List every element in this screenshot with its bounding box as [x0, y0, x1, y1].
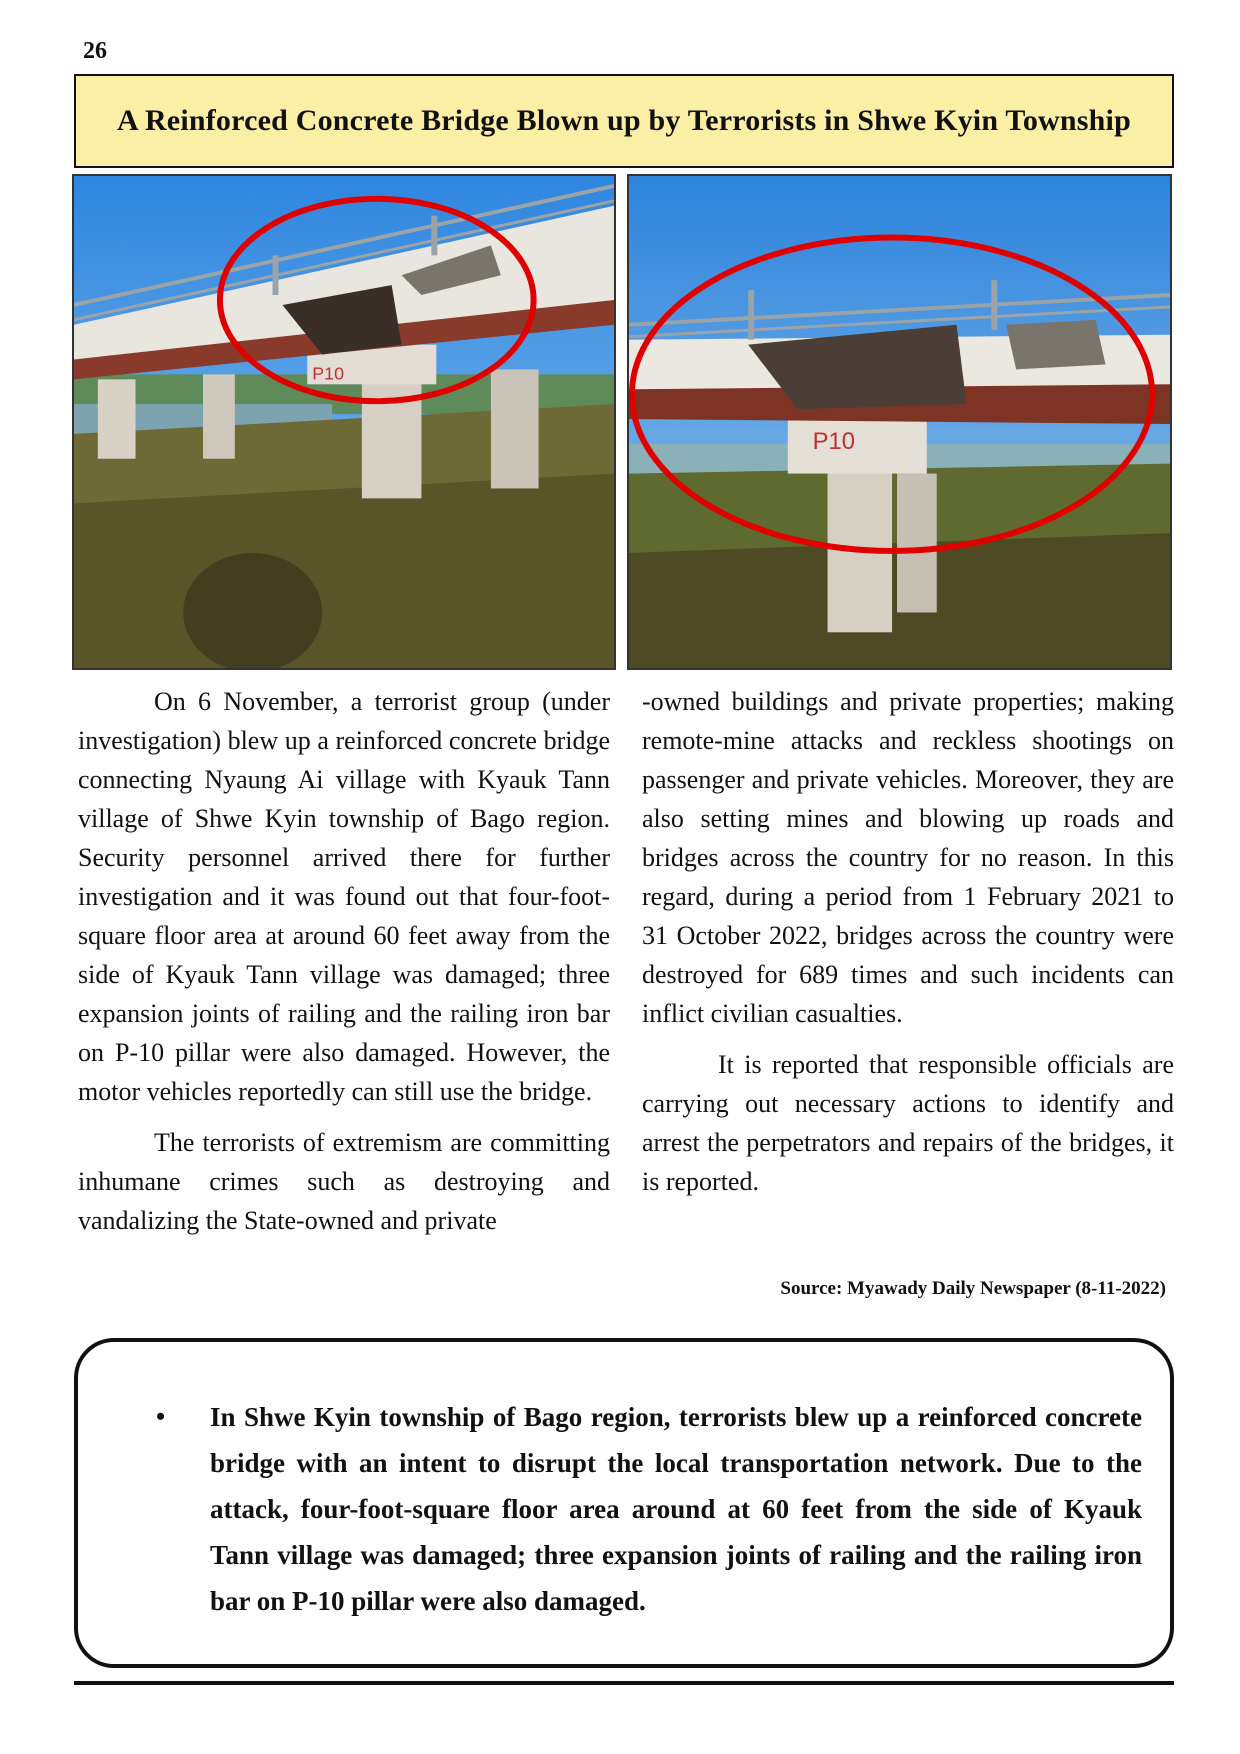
page-number: 26 [83, 38, 107, 64]
bridge-photo-right-image [629, 176, 1170, 668]
pillar-label-left: P10 [312, 363, 345, 384]
bottom-divider [74, 1681, 1174, 1685]
bridge-photo-left [72, 174, 616, 670]
body-column-left [78, 682, 610, 1252]
summary-text: In Shwe Kyin township of Bago region, terrorists blew up a reinforced concrete bridge with an intent to disrupt the local transportation network. Due to the attack, four-foot-square floor area around at 60 feet from the side of Kyauk Tann village was damaged; three expansion joints of railing and the railing iron bar on P-10 pillar were also damaged. [210, 1402, 1142, 1616]
summary-item [132, 1394, 1142, 1624]
body-paragraph: On 6 November, a terrorist group (under investigation) blew up a reinforced concrete bridge connecting Nyaung Ai village with Kyauk Tann village of Shwe Kyin township of Bago region. Security personnel arrived there for further investigation and it was found out that four-foot-square floor area at around 60 feet away from the side of Kyauk Tann village was damaged; three expansion joints of railing and the railing iron bar on P-10 pillar were also damaged. However, the motor vehicles reportedly can still use the bridge. [78, 687, 610, 1106]
body-paragraph: -owned buildings and private properties; making remote-mine attacks and reckless shootings on passenger and private vehicles. Moreover, they are also setting mines and blowing up roads and bridges across the country for no reason. In this regard, during a period from 1 February 2021 to 31 October 2022, bridges across the country were destroyed for 689 times and such incidents can inflict civilian casualties. [642, 687, 1174, 1028]
bridge-photo-left-image [74, 176, 614, 668]
page-title: A Reinforced Concrete Bridge Blown up by Terrorists in Shwe Kyin Township [117, 104, 1131, 137]
title-box [74, 74, 1174, 168]
pillar-label-right: P10 [812, 427, 856, 455]
body-paragraph: The terrorists of extremism are committing inhumane crimes such as destroying and vandalizing the State-owned and private [78, 1128, 610, 1235]
summary-list [132, 1394, 1142, 1624]
body-column-right [642, 682, 1174, 1213]
body-paragraph: It is reported that responsible officials are carrying out necessary actions to identify and arrest the perpetrators and repairs of the bridges, it is reported. [642, 1050, 1174, 1196]
bullet-icon: • [156, 1402, 166, 1431]
summary-box [74, 1338, 1174, 1668]
source-citation: Source: Myawady Daily Newspaper (8-11-2022) [780, 1278, 1166, 1299]
bridge-photo-right [627, 174, 1172, 670]
